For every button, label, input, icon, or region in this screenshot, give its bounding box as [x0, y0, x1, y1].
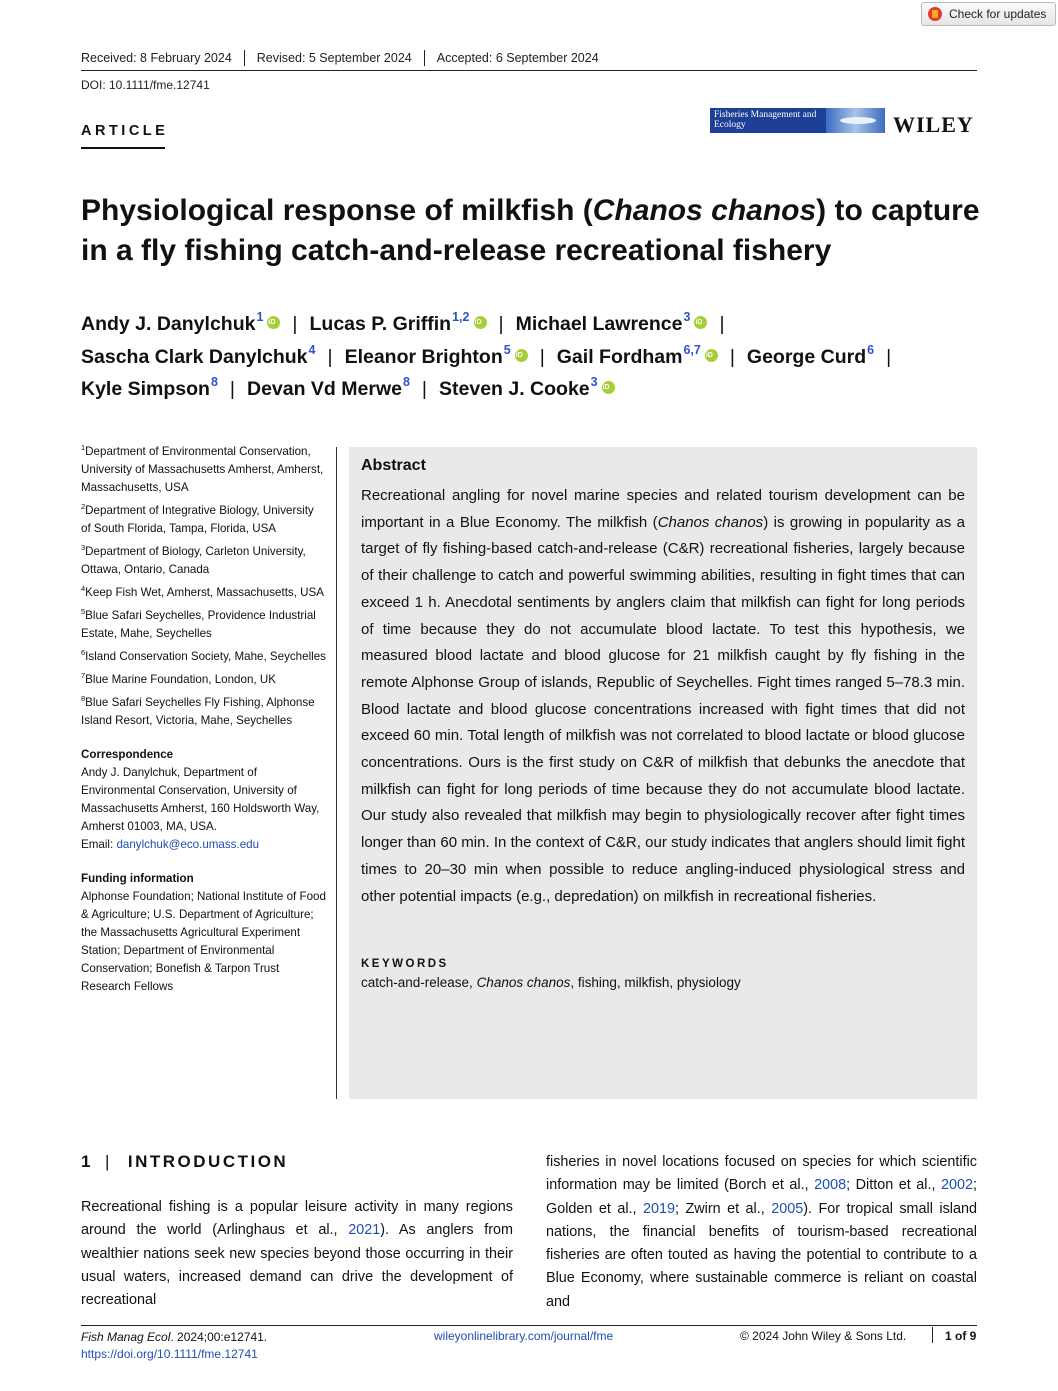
author-affiliation-ref[interactable]: 5: [503, 342, 511, 357]
check-for-updates-label: Check for updates: [949, 7, 1047, 21]
footer-citation: Fish Manag Ecol. 2024;00:e12741. https://doi.org/10.1111/fme.12741: [81, 1330, 268, 1361]
journal-logo: [710, 108, 885, 133]
title-part-1: Physiological response of milkfish (: [81, 194, 593, 227]
abstract-text: Recreational angling for novel marine species and related tourism development can be important in a Blue Economy. The milkfish (Chanos chanos) is growing in popularity as a target of fly fishing-based catch-and-release (C&R) recreational fisheries, largely because of their challenge to catch and powerful swimming abilities, resulting in fight times that can exceed 1 h. Anecdotal sentiments by anglers claim that milkfish can fight for long periods of time because they do not accumulate blood lactate. To test this hypothesis, we measured blood lactate and blood glucose for 21 milkfish caught by fly fishing in the remote Alphonse Group of islands, Republic of Seychelles. Fight times ranged 5–78.3 min. Blood lactate and blood glucose concentrations increased with fight times that did not exceed 60 min. Total length of milkfish was not correlated to blood lactate or blood glucose concentrations. Ours is the first study on C&R of milkfish that debunks the anecdote that milkfish can fight for long periods of time because they do not accumulate blood lactate. Our study also revealed that milkfish may begin to physiologically recover after fight times longer than 60 min. In the context of C&R, our study indicates that anglers should limit fight times to 20–30 min when possible to reduce angling-induced physiological stress and other potential impacts (e.g., depredation) on milkfish in recreational fisheries.: [361, 487, 965, 905]
funding-heading: Funding information: [81, 872, 194, 885]
citation-link[interactable]: 2005: [771, 1200, 804, 1217]
citation-link[interactable]: 2002: [940, 1177, 973, 1194]
author-name: Devan Vd Merwe: [246, 378, 402, 400]
title-part-2: ) to capture in a fly fishing catch-and-release recreational fishery: [81, 194, 980, 267]
footer-rule: [81, 1325, 977, 1326]
article-type-underline: [81, 147, 165, 149]
orcid-icon[interactable]: [515, 349, 528, 362]
author: [81, 310, 280, 335]
received-date: Received: 8 February 2024: [81, 50, 245, 66]
revised-date: Revised: 5 September 2024: [245, 50, 425, 66]
author-affiliation-ref[interactable]: 1: [256, 310, 264, 324]
affiliation-list: [81, 443, 326, 730]
author-name: Steven J. Cooke: [439, 378, 590, 400]
orcid-icon[interactable]: [705, 349, 718, 362]
footer-doi-link[interactable]: https://doi.org/10.1111/fme.12741: [81, 1347, 258, 1361]
author: [309, 310, 487, 335]
author-name: Andy J. Danylchuk: [81, 313, 256, 335]
header-rule: [81, 70, 977, 71]
citation-link[interactable]: 2021: [348, 1222, 381, 1239]
affiliation: $^7$Blue Marine Foundation, London, UK: [81, 671, 276, 686]
author-name: Michael Lawrence: [515, 313, 683, 335]
publisher-logo: WILEY: [893, 112, 974, 137]
author-separator: |: [886, 345, 892, 368]
author: [246, 375, 410, 400]
intro-column-2: fisheries in novel locations focused on species for which scientific information may be limited (Borch et al., 2008; Ditton et al., 2002; Golden et al., 2019; Zwirn et al., 2005). For tropical small island nations, the financial benefits of tourism-based recreational fisheries are often touted as having the potential to contribute to a Blue Economy, where sustainable commerce is reliant on coastal and: [546, 1154, 977, 1310]
correspondence-text: Andy J. Danylchuk, Department of Environmental Conservation, University of Massachusetts Amherst, 160 Holdsworth Way, Amherst 01003, MA, USA.: [81, 766, 320, 833]
keywords-heading: KEYWORDS: [361, 958, 449, 970]
author: [439, 375, 615, 400]
orcid-icon[interactable]: [694, 316, 707, 329]
correspondence-heading: Correspondence: [81, 748, 174, 761]
author-list: [81, 308, 986, 406]
author-separator: |: [327, 345, 333, 368]
affiliation: $^8$Blue Safari Seychelles Fly Fishing, Alphonse Island Resort, Victoria, Mahe, Seychelles: [81, 694, 315, 727]
author-affiliation-ref[interactable]: 3: [590, 375, 598, 389]
affiliation: $^4$Keep Fish Wet, Amherst, Massachusetts, USA: [81, 584, 325, 599]
author-separator: |: [539, 345, 545, 368]
author-affiliation-ref[interactable]: 1,2: [452, 310, 470, 324]
author-name: George Curd: [746, 345, 867, 368]
orcid-icon[interactable]: [267, 316, 280, 329]
author: [515, 310, 708, 335]
author-name: Lucas P. Griffin: [309, 313, 452, 335]
author-separator: |: [719, 313, 725, 335]
author-name: Gail Fordham: [556, 345, 683, 368]
orcid-icon[interactable]: [602, 381, 615, 394]
footer-site-link[interactable]: wileyonlinelibrary.com/journal/fme: [434, 1329, 614, 1343]
author: [81, 375, 218, 400]
footer-journal: Fish Manag Ecol: [81, 1330, 171, 1344]
correspondence-email: Email: danylchuk@eco.umass.edu: [81, 838, 260, 851]
article-type: ARTICLE: [81, 123, 169, 139]
affiliation: $^6$Island Conservation Society, Mahe, Seychelles: [81, 648, 326, 663]
author-affiliation-ref[interactable]: 3: [683, 310, 691, 324]
author-affiliation-ref[interactable]: 8: [210, 375, 218, 389]
section-heading-introduction: 1 | INTRODUCTION: [81, 1152, 289, 1171]
doi: DOI: 10.1111/fme.12741: [81, 78, 210, 92]
author-affiliation-ref[interactable]: 6,7: [683, 342, 701, 357]
author: [81, 342, 316, 368]
author-name: Eleanor Brighton: [344, 345, 503, 368]
affiliation: $^1$Department of Environmental Conservation, University of Massachusetts Amherst, Amherst, Massachusetts, USA: [81, 443, 324, 494]
abstract-species: Chanos chanos: [657, 513, 764, 531]
author-separator: |: [292, 313, 298, 335]
author-separator: |: [229, 378, 235, 400]
page-number: 1 of 9: [945, 1329, 977, 1343]
accepted-date: Accepted: 6 September 2024: [436, 51, 599, 65]
intro-column-1: Recreational fishing is a popular leisure activity in many regions around the world (Arlinghaus et al., 2021). As anglers from wealthier nations seek new species beyond those occurring in their usual waters, increased demand can drive the development of recreational: [81, 1199, 513, 1309]
citation-link[interactable]: 2008: [814, 1177, 847, 1194]
funding-text: Alphonse Foundation; National Institute of Food & Agriculture; U.S. Department of Agriculture; the Massachusetts Agricultural Experiment Station; Department of Environmental Conservation; Bonefish & Tarpon Trust Research Fellows: [81, 890, 326, 993]
abstract-heading: Abstract: [361, 457, 426, 474]
author-separator: |: [498, 313, 504, 335]
affiliation: $^2$Department of Integrative Biology, University of South Florida, Tampa, Florida, USA: [81, 502, 314, 535]
author-name: Sascha Clark Danylchuk: [81, 345, 308, 368]
author-separator: |: [729, 345, 735, 368]
column-divider: [336, 447, 337, 1099]
affiliations-column: [81, 443, 326, 996]
footer-divider: [932, 1327, 933, 1343]
author: [556, 342, 718, 368]
author-affiliation-ref[interactable]: 4: [308, 342, 316, 357]
crossmark-icon: [928, 7, 942, 21]
orcid-icon[interactable]: [474, 316, 487, 329]
author-name: Kyle Simpson: [81, 378, 210, 400]
affiliation: $^3$Department of Biology, Carleton University, Ottawa, Ontario, Canada: [81, 543, 306, 576]
author: [344, 342, 528, 368]
article-dates: [81, 50, 611, 66]
author-affiliation-ref[interactable]: 6: [867, 342, 875, 357]
journal-logo-text: Fisheries Management and Ecology: [714, 110, 817, 130]
citation-link[interactable]: 2019: [642, 1200, 675, 1217]
email-link[interactable]: danylchuk@eco.umass.edu: [116, 838, 260, 851]
article-title: [81, 191, 991, 271]
affiliation: $^5$Blue Safari Seychelles, Providence Industrial Estate, Mahe, Seychelles: [81, 607, 316, 640]
author: [746, 342, 875, 368]
check-for-updates-button[interactable]: [921, 2, 1056, 26]
title-species: Chanos chanos: [592, 194, 817, 227]
footer-copyright: © 2024 John Wiley & Sons Ltd.: [740, 1329, 907, 1343]
fish-logo-image: [826, 108, 885, 133]
author-affiliation-ref[interactable]: 8: [402, 375, 410, 389]
author-separator: |: [421, 378, 427, 400]
keywords: catch-and-release, Chanos chanos, fishing, milkfish, physiology: [361, 975, 741, 990]
